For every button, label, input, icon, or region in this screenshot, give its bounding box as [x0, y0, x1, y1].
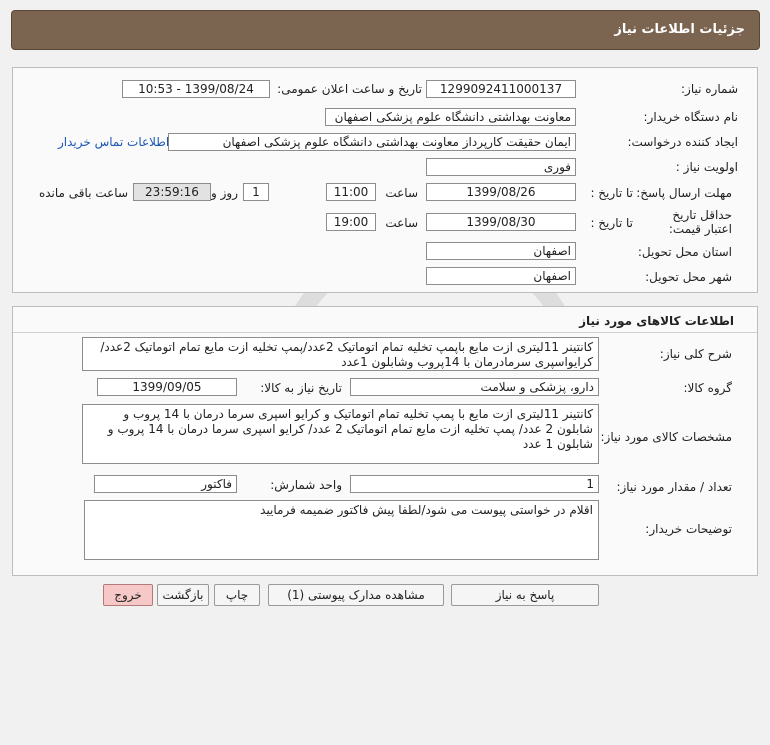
- exit-button[interactable]: خروج: [103, 584, 153, 606]
- remaining-time-field: 23:59:16: [133, 183, 211, 201]
- buyer-notes-field: اقلام در خواستی پیوست می شود/لطفا پیش فاکتور ضمیمه فرمایید: [84, 500, 599, 560]
- remaining-label: ساعت باقی مانده: [38, 186, 128, 200]
- page-header: [11, 10, 760, 50]
- requester-field: ایمان حقیقت کارپرداز معاونت بهداشتی دانشگاه علوم پزشکی اصفهان: [168, 133, 576, 151]
- goods-section-title: اطلاعات کالاهای مورد نیاز: [579, 314, 734, 328]
- priority-field: فوری: [426, 158, 576, 176]
- quantity-field: 1: [350, 475, 599, 493]
- need-info-panel: [12, 67, 758, 293]
- validity-date-field: 1399/08/30: [426, 213, 576, 231]
- quantity-label: تعداد / مقدار مورد نیاز:: [616, 480, 732, 494]
- buyer-org-field: معاونت بهداشتی دانشگاه علوم پزشکی اصفهان: [325, 108, 576, 126]
- unit-field: فاکتور: [94, 475, 237, 493]
- goods-section-divider: [13, 332, 757, 333]
- announce-date-field: 1399/08/24 - 10:53: [122, 80, 270, 98]
- need-number-label: شماره نیاز:: [681, 82, 738, 96]
- city-label: شهر محل تحویل:: [645, 270, 732, 284]
- deadline-time-label: ساعت: [385, 186, 418, 200]
- need-number-field: 1299092411000137: [426, 80, 576, 98]
- summary-field: کانتینر 11لیتری ازت مایع باپمپ تخلیه تمام اتوماتیک 2عدد/پمپ تخلیه ازت مایع تمام اتوماتیک 2عدد/کرایواسپری سرمادرمان با 14پروب وشابلون 1عدد: [82, 337, 599, 371]
- validity-time-label: ساعت: [385, 216, 418, 230]
- deadline-time-field: 11:00: [326, 183, 376, 201]
- back-button[interactable]: بازگشت: [157, 584, 209, 606]
- specs-label: مشخصات کالای مورد نیاز:: [600, 430, 732, 444]
- buyer-org-label: نام دستگاه خریدار:: [643, 110, 738, 124]
- deadline-label: مهلت ارسال پاسخ:: [636, 186, 732, 200]
- validity-to-date-label: تا تاریخ :: [590, 216, 633, 230]
- requester-label: ایجاد کننده درخواست:: [627, 135, 738, 149]
- province-label: استان محل تحویل:: [637, 245, 732, 259]
- reply-button[interactable]: پاسخ به نیاز: [451, 584, 599, 606]
- deadline-date-field: 1399/08/26: [426, 183, 576, 201]
- goods-group-label: گروه کالا:: [683, 381, 732, 395]
- deadline-to-date-label: تا تاریخ :: [590, 186, 633, 200]
- unit-label: واحد شمارش:: [270, 478, 342, 492]
- remaining-days-field: 1: [243, 183, 269, 201]
- price-validity-label: حداقل تاریخ اعتبار قیمت:: [668, 208, 732, 236]
- need-date-field: 1399/09/05: [97, 378, 237, 396]
- city-field: اصفهان: [426, 267, 576, 285]
- specs-field: کانتینر 11لیتری ازت مایع با پمپ تخلیه تمام اتوماتیک و کرایو اسپری سرما درمان با 14 پروب و شابلون 2 عدد/ پمپ تخلیه ازت مایع تمام اتوماتیک 2 عدد/ کرایو اسپری سرما درمان با 14 پروب و شابلون 1 عدد: [82, 404, 599, 464]
- summary-label: شرح کلی نیاز:: [659, 347, 732, 361]
- province-field: اصفهان: [426, 242, 576, 260]
- buyer-contact-link[interactable]: اطلاعات تماس خریدار: [58, 135, 170, 149]
- priority-label: اولویت نیاز :: [675, 160, 738, 174]
- buyer-notes-label: توضیحات خریدار:: [645, 522, 732, 536]
- page-title: جزئیات اطلاعات نیاز: [614, 22, 745, 37]
- announce-date-label: تاریخ و ساعت اعلان عمومی:: [277, 82, 422, 96]
- goods-group-field: دارو، پزشکی و سلامت: [350, 378, 599, 396]
- view-attachments-button[interactable]: مشاهده مدارک پیوستی (1): [268, 584, 444, 606]
- validity-time-field: 19:00: [326, 213, 376, 231]
- need-date-label: تاریخ نیاز به کالا:: [260, 381, 342, 395]
- print-button[interactable]: چاپ: [214, 584, 260, 606]
- days-label: روز و: [211, 186, 238, 200]
